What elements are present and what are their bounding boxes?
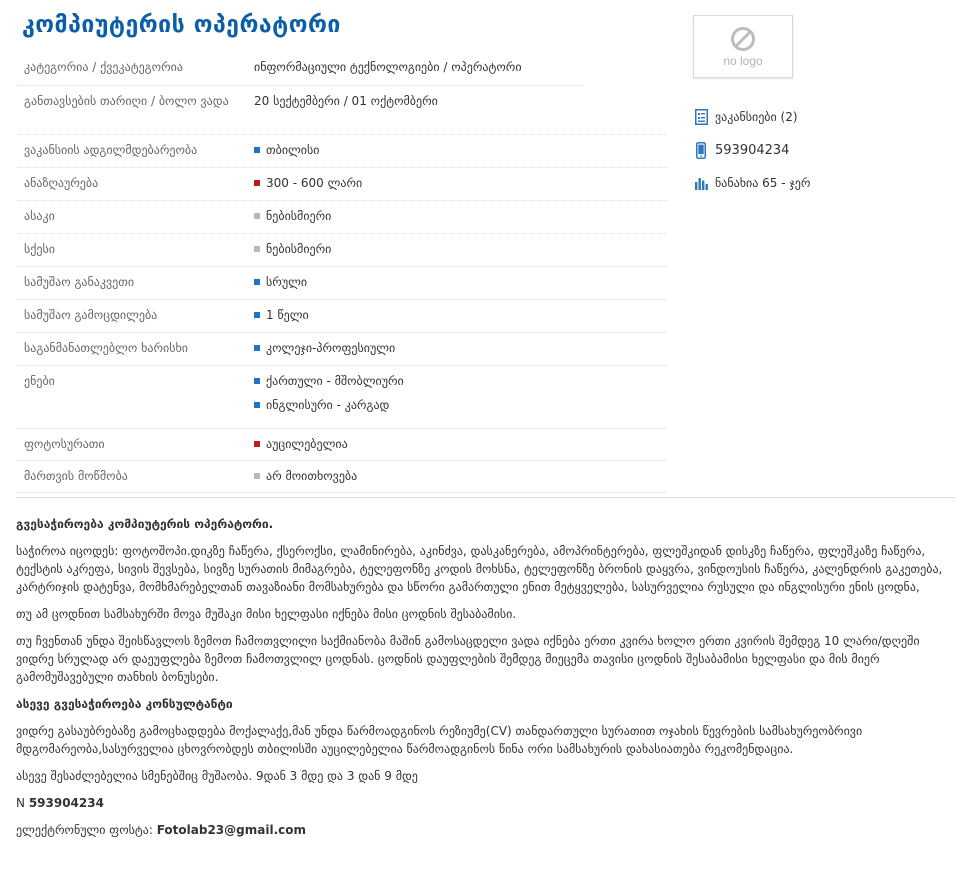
detail-value-text: 300 - 600 ლარი xyxy=(266,176,363,190)
no-logo-icon xyxy=(730,26,756,52)
detail-label: ანაზღაურება xyxy=(24,176,99,190)
bullet-marker xyxy=(254,147,260,153)
bar-chart-icon xyxy=(694,174,708,192)
phone-number: 593904234 xyxy=(715,142,790,158)
detail-row xyxy=(16,300,667,333)
no-logo-text: no logo xyxy=(723,54,763,68)
detail-row xyxy=(16,168,667,201)
detail-value xyxy=(254,175,667,200)
bullet-marker xyxy=(254,473,260,479)
detail-value xyxy=(254,436,667,460)
vacancies-link[interactable] xyxy=(694,108,954,126)
description-paragraph: ვიდრე გასაუბრებაზე გამოცხადდება მოქალაქე,მან უნდა წარმოადგინოს რეზიუმე(CV) თანდართული სურათით ოჯახის წევრების სამსახურეობრივი მდგომარეობა,სასურველია ცხოვრობდეს თბილისში აუცილებელია წარმოადგინოს წინა ორი სამსახურის დახასიათება რეკომენდაცია. xyxy=(16,724,863,756)
detail-value-item xyxy=(254,307,667,323)
detail-label: ფოტოსურათი xyxy=(24,437,105,451)
job-description xyxy=(16,515,956,848)
description-paragraph: თუ ამ ცოდნით სამსახურში მოვა მუშაკი მისი ხელფასი იქნება მისი ცოდნის შესაბამისი. xyxy=(16,607,517,621)
job-details-table xyxy=(16,52,667,493)
document-icon xyxy=(694,108,708,126)
page-title: კომპიუტერის ოპერატორი xyxy=(22,12,341,38)
detail-value-item xyxy=(254,241,667,257)
description-heading: გვესაჭიროება კომპიუტერის ოპერატორი. xyxy=(16,517,274,531)
detail-label: სქესი xyxy=(24,242,55,256)
description-heading-consultant: ასევე გვესაჭიროება კონსულტანტი xyxy=(16,697,233,711)
detail-label: სამუშაო განაკვეთი xyxy=(24,275,135,289)
detail-row xyxy=(16,429,667,461)
detail-value-item xyxy=(254,397,667,413)
detail-value-text: სრული xyxy=(266,275,308,289)
sidebar xyxy=(694,108,954,207)
detail-value-text: აუცილებელია xyxy=(266,437,348,451)
detail-value-item xyxy=(254,175,667,191)
bullet-marker xyxy=(254,402,260,408)
detail-value-item xyxy=(254,59,584,75)
detail-value xyxy=(254,241,667,266)
detail-label: სამუშაო გამოცდილება xyxy=(24,308,158,322)
bullet-marker xyxy=(254,312,260,318)
bullet-marker xyxy=(254,180,260,186)
bullet-marker xyxy=(254,441,260,447)
detail-value xyxy=(254,142,667,167)
company-logo-placeholder xyxy=(693,15,793,78)
detail-row xyxy=(16,135,667,168)
detail-value-item xyxy=(254,468,667,484)
contact-email-value[interactable]: Fotolab23@gmail.com xyxy=(156,823,306,837)
description-paragraph: საჭიროა იცოდეს: ფოტოშოპი.დიკზე ჩაწერა, ქსეროქსი, ლამინირება, აკინძვა, დასკანერება, ამოპრინტერება, ფლეშკიდან დისკზე ჩაწერა, ფლეშკაზე ჩაწერა, ტექსტის აკრეფა, სივის შევსება, სივზე სურათის მიმაგრება, ტელეფონზე კოდის მოხსნა, ტელეფონზე ბრონის დაყვრა, ვინდოუსის ჩაწერა, კალენდრის გაკეთება, კარტრიჯის დატენვა, მომხმარებელთან თავაზიანი მომსახურება და სწორი გამართული ენით მეტყველება, სასურველია რუსული და ინგლისური ენის ცოდნა, xyxy=(16,544,943,594)
company-phone xyxy=(694,141,954,159)
detail-value xyxy=(254,208,667,233)
bullet-marker xyxy=(254,378,260,384)
detail-value-text: ნებისმიერი xyxy=(266,242,332,256)
description-paragraph: ასევე შესაძლებელია სმენებშიც მუშაობა. 9დან 3 მდე და 3 დან 9 მდე xyxy=(16,769,418,783)
detail-label: საგანმანათლებლო ხარისხი xyxy=(24,341,189,355)
detail-value xyxy=(254,274,667,299)
detail-value xyxy=(254,59,584,85)
detail-label: ასაკი xyxy=(24,209,55,223)
detail-label: ვაკანსიის ადგილმდებარეობა xyxy=(24,143,198,157)
contact-phone-value: 593904234 xyxy=(28,796,104,810)
bullet-marker xyxy=(254,246,260,252)
detail-value-item xyxy=(254,208,667,224)
detail-value-text: 20 სექტემბერი / 01 ოქტომბერი xyxy=(254,94,438,108)
detail-row xyxy=(16,86,667,135)
contact-email-label: ელექტრონული ფოსტა: xyxy=(16,823,153,837)
detail-value-item xyxy=(254,274,667,290)
detail-row xyxy=(16,267,667,300)
bullet-marker xyxy=(254,279,260,285)
detail-value-item xyxy=(254,142,667,158)
detail-row xyxy=(16,201,667,234)
detail-value-text: არ მოითხოვება xyxy=(266,469,358,483)
views-counter xyxy=(694,174,954,192)
bullet-marker xyxy=(254,345,260,351)
detail-value-item xyxy=(254,373,667,389)
detail-value xyxy=(254,307,667,332)
detail-row xyxy=(16,461,667,493)
detail-label: კატეგორია / ქვეკატეგორია xyxy=(24,60,183,74)
detail-row xyxy=(16,366,667,429)
mobile-phone-icon xyxy=(694,141,708,159)
detail-value-text: ნებისმიერი xyxy=(266,209,332,223)
detail-value-text: ქართული - მშობლიური xyxy=(266,374,404,388)
detail-label: განთავსების თარიღი / ბოლო ვადა xyxy=(24,94,229,108)
detail-value xyxy=(254,373,667,428)
detail-value-item xyxy=(254,436,667,452)
detail-value-text: კოლეჯი-პროფესიული xyxy=(266,341,396,355)
detail-label: ენები xyxy=(24,374,55,388)
detail-row xyxy=(16,234,667,267)
contact-phone-line xyxy=(16,794,956,812)
detail-row xyxy=(16,333,667,366)
detail-label: მართვის მოწმობა xyxy=(24,469,128,483)
contact-phone-label: N xyxy=(16,796,25,810)
detail-value-item xyxy=(254,93,667,109)
detail-value xyxy=(254,93,667,134)
section-divider xyxy=(16,497,956,498)
detail-value-text: ინფორმაციული ტექნოლოგიები / ოპერატორი xyxy=(254,60,522,74)
contact-email-line xyxy=(16,821,956,839)
vacancies-count[interactable]: ვაკანსიები (2) xyxy=(715,110,798,124)
detail-row xyxy=(16,52,584,86)
detail-value-text: ინგლისური - კარგად xyxy=(266,398,390,412)
description-paragraph: თუ ჩვენთან უნდა შეისწავლოს ზემოთ ჩამოთვლილი საქმიანობა მაშინ გამოსაცდელი ვადა იქნება ერთი კვირა ხოლო ერთი კვირის შემდეგ 10 ლარი/დღეში ვიდრე სრულად არ დაეუფლება ზემოთ ჩამოთვლილ ცოდნას. ცოდნის დაუფლების შემდეგ მიეცემა თავისი ცოდნის შესაბამისი ხელფასი და მის მიერ გამომუშავებული თანხის ბონუსები. xyxy=(16,634,920,684)
bullet-marker xyxy=(254,213,260,219)
detail-value xyxy=(254,468,667,492)
detail-value xyxy=(254,340,667,365)
detail-value-text: თბილისი xyxy=(266,143,320,157)
detail-value-item xyxy=(254,340,667,356)
views-count: ნანახია 65 - ჯერ xyxy=(715,176,811,190)
detail-value-text: 1 წელი xyxy=(266,308,309,322)
